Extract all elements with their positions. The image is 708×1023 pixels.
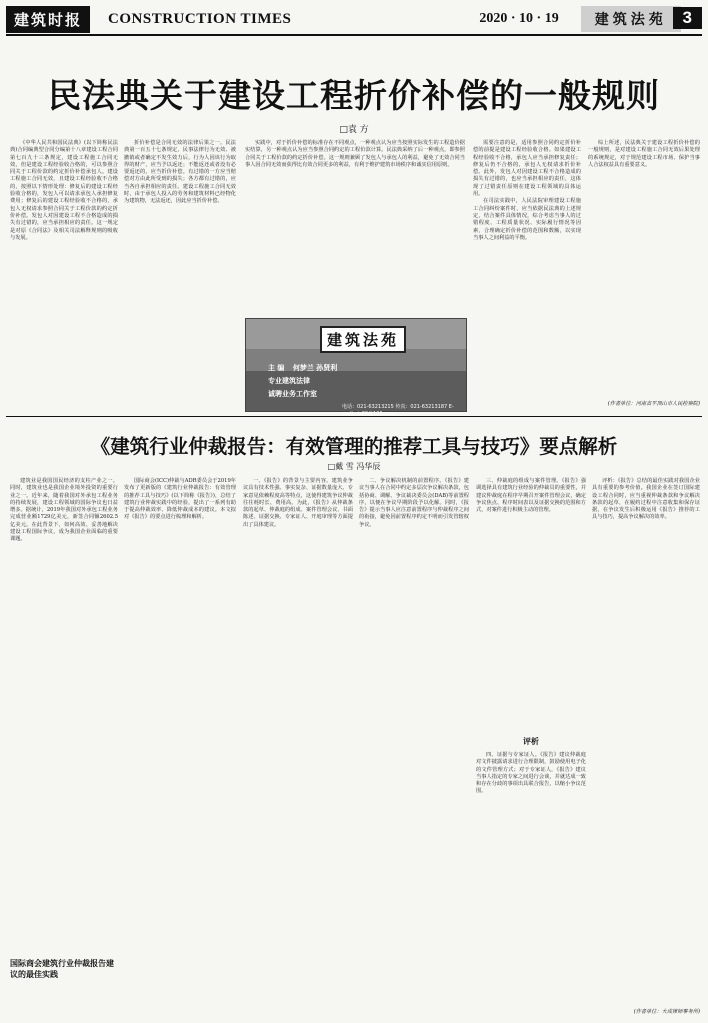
article1-column-2 (124, 140, 236, 410)
article1-paragraph: 综上所述，民法典关于建设工程折价补偿的一般规则，是对建设工程施工合同无效后果处理的系统规定，对于规范建设工程市场、保护当事人合法权益具有重要意义。 (588, 140, 700, 168)
page-number: 3 (673, 7, 702, 29)
article2-column-2 (124, 478, 236, 1018)
article2-paragraph: 二、争议解决机制的前置程序。《报告》建议当事人在合同中约定多层次争议解决条款，包括协商、调解、争议裁决委员会(DAB)等前置程序，以便在争议早期阶段予以化解。同时，《报告》提示当事人应注意前置程序与仲裁程序之间的衔接，避免因前置程序约定不明而引发管辖权争议。 (359, 478, 469, 528)
advert-footer: 电话：021-63213215 传真：021-63213187 E-mail：js88@126.com (342, 404, 454, 417)
article1-paragraph: 《中华人民共和国民法典》(以下简称民法典)合同编典型合同分编第十八章建设工程合同第七百九十三条规定，建设工程施工合同无效，但是建设工程经验收合格的，可以参照合同关于工程价款的约定折价补偿承包人。建设工程施工合同无效，且建设工程经验收不合格的，按照以下情形处理：修复后的建设工程经验收合格的，发包人可以请求承包人承担修复费用；修复后的建设工程经验收不合格的，承包人无权请求参照合同关于工程价款的约定折价补偿。发包人对因建设工程不合格造成的损失有过错的，应当承担相应的责任。这一规定是对原《合同法》及相关司法解释规则的吸收与发展。 (10, 140, 118, 241)
article2-column-5b (476, 752, 586, 1018)
article2-byline: □戴 雪 冯华辰 (327, 462, 381, 471)
issue-date: 2020 · 10 · 19 (479, 11, 559, 26)
article2-paragraph: 国际商会(ICC)仲裁与ADR委员会于2019年发布了更新版的《建筑行业仲裁报告：有效管理的推荐工具与技巧》(以下简称《报告》)，总结了建筑行业仲裁实践中的经验，提出了一系列有助于提高仲裁效率、降低仲裁成本的建议。本文拟对《报告》的要点进行梳理和解析。 (124, 478, 236, 521)
advert-host-name: 何梦兰 孙贤利 (292, 364, 338, 372)
article2-column-5 (476, 478, 586, 728)
article1-column-1 (10, 140, 118, 410)
article2-paragraph: 建筑业是我国国民经济的支柱产业之一。同时，建筑业也是我国企业境外投资的重要行业之一。近年来，随着我国对外承包工程业务的持续发展，建设工程领域的国际争议也日益增多。据统计，2019年我国对外承包工程业务完成营业额1729亿美元，新签合同额2602.5亿美元。在此背景下，如何高效、妥善地解决建设工程国际争议，成为我国企业面临的重要课题。 (10, 478, 118, 543)
article1-paragraph: 折价补偿是合同无效的法律后果之一。民法典第一百五十七条规定，民事法律行为无效、被撤销或者确定不发生效力后，行为人因该行为取得的财产，应当予以返还；不能返还或者没有必要返还的，应当折价补偿。有过错的一方应当赔偿对方由此所受到的损失；各方都有过错的，应当各自承担相应的责任。建设工程施工合同无效时，由于承包人投入的劳务和建筑材料已经物化为建筑物，无法返还，因此应当折价补偿。 (124, 140, 236, 205)
english-title: CONSTRUCTION TIMES (108, 10, 292, 27)
article1-byline: □袁 方 (339, 125, 369, 135)
article2-subheading: 国际商会建筑行业仲裁报告建议的最佳实践 (10, 959, 114, 979)
article2-paragraph: 四、证据与专家证人。《报告》建议仲裁庭对文件披露请求进行合理限制，鼓励使用电子化的文件管理方式；对于专家证人，《报告》建议当事人指定的专家之间进行会谈，并就达成一致和存在分歧的事项出具联合报告，以缩小争议范围。 (476, 752, 586, 795)
article2-paragraph: 一、《报告》的背景与主要内容。建筑业争议具有技术性强、事实复杂、证据数量庞大、专家意见依赖程度高等特点，这使得建筑争议仲裁往往耗时长、费用高。为此，《报告》从仲裁条款的起草、仲裁庭的组成、案件管理会议、书面陈述、证据交换、专家证人、开庭审理等方面提出了具体建议。 (243, 478, 353, 528)
advert-line-3: 诚聘业务工作室 (268, 390, 317, 398)
article1-paragraph: 需要注意的是，适用参照合同约定折价补偿的前提是建设工程经验收合格。如果建设工程经验收不合格，承包人应当承担修复责任；修复后仍不合格的，承包人无权请求折价补偿。此外，发包人对因建设工程不合格造成的损失有过错的，也应当承担相应的责任，这体现了过错责任原则在建设工程领域的具体运用。 (473, 140, 581, 198)
masthead (6, 4, 702, 36)
section-name: 建筑法苑 (581, 6, 681, 32)
article1-headline: 民法典关于建设工程折价补偿的一般规则 (48, 76, 660, 115)
column-advert (245, 318, 467, 417)
article1-signature: (作者单位：河南省平顶山市人民检察院) (607, 401, 700, 407)
article2-column-3 (243, 478, 353, 1018)
article2-paragraph: 评析：《报告》总结的最佳实践对我国企业具有重要的参考价值。我国企业在签订国际建设工程合同时，应当重视仲裁条款和争议解决条款的起草，在履约过程中注意收集和保存证据，在争议发生后积极运用《报告》推荐的工具与技巧，提高争议解决的效率。 (592, 478, 700, 521)
article1-column-5 (588, 140, 700, 398)
article1-paragraph: 在司法实践中，人民法院审理建设工程施工合同纠纷案件时，应当依据民法典的上述规定，结合案件具体情况，综合考虑当事人的过错程度、工程质量状况、实际履行情况等因素，合理确定折价补偿的范围和数额，以实现当事人之间利益的平衡。 (473, 198, 581, 241)
article1-paragraph: 实践中，对于折价补偿的标准存在不同观点，一种观点认为应当按照实际发生的工程造价据实结算，另一种观点认为应当参照合同约定的工程价款计算。民法典采纳了后一种观点，即参照合同关于工程价款的约定折价补偿。这一规则兼顾了发包人与承包人的利益，避免了无效合同当事人因合同无效而获得比有效合同更多的利益，有利于维护建筑市场秩序和诚实信用原则。 (245, 140, 465, 168)
advert-host-label: 主 编 (268, 364, 285, 372)
section-divider (6, 416, 702, 417)
article1-column-3 (245, 140, 465, 312)
advert-host-row (268, 363, 337, 373)
article2-headline: 《建筑行业仲裁报告：有效管理的推荐工具与技巧》要点解析 (90, 435, 618, 458)
newspaper-logo: 建筑时报 (6, 6, 90, 33)
article2-subheading: 评析 (523, 737, 539, 746)
advert-title: 建筑法苑 (320, 326, 406, 353)
article2-column-1 (10, 478, 118, 948)
article2-signature: (作者单位：大成律师事务所) (633, 1009, 700, 1015)
article2-column-4 (359, 478, 469, 1018)
advert-line-2: 专业建筑法律 (268, 377, 310, 385)
article2-column-6 (592, 478, 700, 1003)
article1-column-4 (473, 140, 581, 410)
article2-paragraph: 三、仲裁庭的组成与案件管理。《报告》强调选择具有建筑行业经验的仲裁员的重要性，并建议仲裁庭在程序早期召开案件管理会议，确定争议焦点、程序时间表以及证据交换的范围和方式，对案件进行积极主动的管理。 (476, 478, 586, 514)
